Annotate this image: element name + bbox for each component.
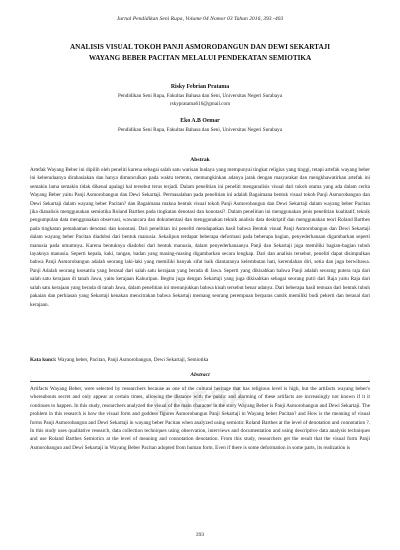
paper-title-line-2: WAYANG BEBER PACITAN MELALUI PENDEKATAN SEMIOTIKA <box>88 54 312 62</box>
keywords-text: Wayang beber, Pacitan, Panji Asmorobangun, Dewi Sekartaji, Semiotika <box>57 357 209 363</box>
paper-title-line-1: ANALISIS VISUAL TOKOH PANJI ASMORODANGUN DAN DEWI SEKARTAJI <box>69 43 331 51</box>
author-2-affiliation: Pendidikan Seni Rupa, Fakultas Bahasa dan Seni, Universitas Negeri Surabaya <box>117 127 283 133</box>
watermark: UNESA <box>150 380 250 420</box>
abstract-heading: Abstract <box>190 372 210 378</box>
abstract-divider <box>30 381 370 382</box>
author-1-affiliation: Pendidikan Seni Rupa, Fakultas Bahasa dan Seni, Universitas Negeri Surabaya <box>117 93 283 99</box>
author-1-name: Risky Febrian Pratama <box>170 84 230 90</box>
page-number: 393 <box>195 532 205 538</box>
abstrak-heading: Abstrak <box>190 157 210 163</box>
author-1-email[interactable]: rskypratama616@gmail.com <box>169 101 231 107</box>
author-2-name: Eko A.B Oemar <box>180 118 220 124</box>
journal-header: Jurnal Pendidikan Seni Rupa, Volume 04 Nomor 03 Tahun 2016, 393 -403 <box>116 16 284 22</box>
keywords-line <box>30 356 370 364</box>
paper-title <box>30 42 370 64</box>
abstrak-body: Artefak Wayang Beber ini dipilih oleh peneliti karena sebagai salah satu warisan budaya yang mempunyai tingkat religius yang tinggi, tetapi artefak wayang beber ini keberadaanya dirahasiakan dan hanya dimunculkan pada waktu tertentu, memungkinkan adanya jarak dengan masyarakat dan mengkhawatirkan artefak ini semakin lama semakin tidak dikenal apalagi hal tersebut terus terjadi. Dalam penelitian ini peneliti menganalisis visual dari tokoh utama yang ada dalam cerita Wayang Beber yaitu Panji Asmorobangun dan Dewi Sekartaji. Permasalahan pada penelitian ini adalah Bagaimana bentuk visual tokoh Panji Asmorobangun dan Dewi Sekartaji dalam wayang beber Pacitan? dan Bagaimana makna bentuk visual tokoh Panji Asmorobangun dan Dewi Sekartaji dalam wayang beber Pacitan jika dianalisis menggunakan semiotika Roland Barthes pada tingkatan denotasi dan konotasi?. Dalam penelitian ini menggunakan jenis penelitian kualitatif, teknik pengumpulan data menggunakan observasi, wawancara dan dokumentasi dan menggunakan teknik analisis data deskriptif dan menggunakan teori Roland Barthes pada tingkatan pemahaman denotasi dan konotasi. Dari penelitian ini peneliti mendapatkan hasil bahwa Bentuk visual Panji Asmorobangun dan Dewi Sekartaji dalam wayang beber Pacitan diadobsi dari bentuk manusia. Sekalipun terdapat beberapa deformasi pada beberapa bagian, penyederhanaan digambarkan seperti manusia pada umumnya. Karena bentuknya diadobsi dari bentuk manusia, dalam penyederhanaanya Panji dan Sekartaji juga memiliki bagian-bagian tubuh layaknya manusia. Seperti kepala, kaki, tangan, badan yang masing-masing digambarkan secara lengkap. Dari dan analisis tersebut, peneliti dapat disimpulkan bahwa Panji Asmorobangun adalah seorang laki-laki yang memiliki banyak sifat baik diantaranya kelembutan hati, kerendahan diri, setia dan juga berwibawa. Panji Adalah seorang ksesatria yang berasal dari salah satu kerajaan yang berada di Jawa. Seperti yang dikisahkan bahwa Panji adalah seorang putera raja dari salah satu kerajaan di tanah Jawa, yaitu kerajaan Kahuripan. Begitu juga dengan Sekartaji yang juga dikisahkan sebagai seorang putri dari Raja yaitu Raja dari salah satu kerajaan yang berada di tanah Jawa, dalam penelitian ini menunjukkan bahwa kisah tersebut benar adanya. Dari beberapa hasil temuan dari bentuk tubuh pakaian dan perhiasan yang Sekartaji kenakan mencitrakan bahwa Sekartaji memang seorang perempuan berparas cantik memiliki budi pekerti dan berasal dari kerajaan. <box>30 167 370 308</box>
keywords-label: Kata kunci: <box>30 357 57 363</box>
abstract-body-english: Artifacts Wayang Beber, were selected by researchers because as one of the cultural heritage that has religious level is high, but the artifacts wayang beber's whereabouts secret and only appear at certain times, allowing the distance with the public and alarming of these artifacts are increasingly not known if it it continues to happen. In this study, researchers analyzed the visual of the main character in the story Wayang Beber is Panji Asmorobangun and Dewi Sekartaji. The problem in this research is how the visual form and goddess figures Asmorobangun Panji Sekartaji in Wayang beber Pacitan? and How is the meaning of visual forms Panji Asmorobangun and Dewi Sekartaji in wayang beber Pacitan when analyzed using semiotic Roland Barthes at the level of denotation and connotation ?. In this study uses qualitative research, data collection techniques using observation, interviews and documentation and using descriptive data analysis techniques and use Roland Barthes Semiotics at the level of meaning and connotation denotation. From this study, researchers get the result that the visual form Panji Asmorobangun and Dewi Sekartaji in Wayang Beber Pacitan adopted from human form. Even if there is some deformation in some parts, its realization is <box>30 386 370 451</box>
